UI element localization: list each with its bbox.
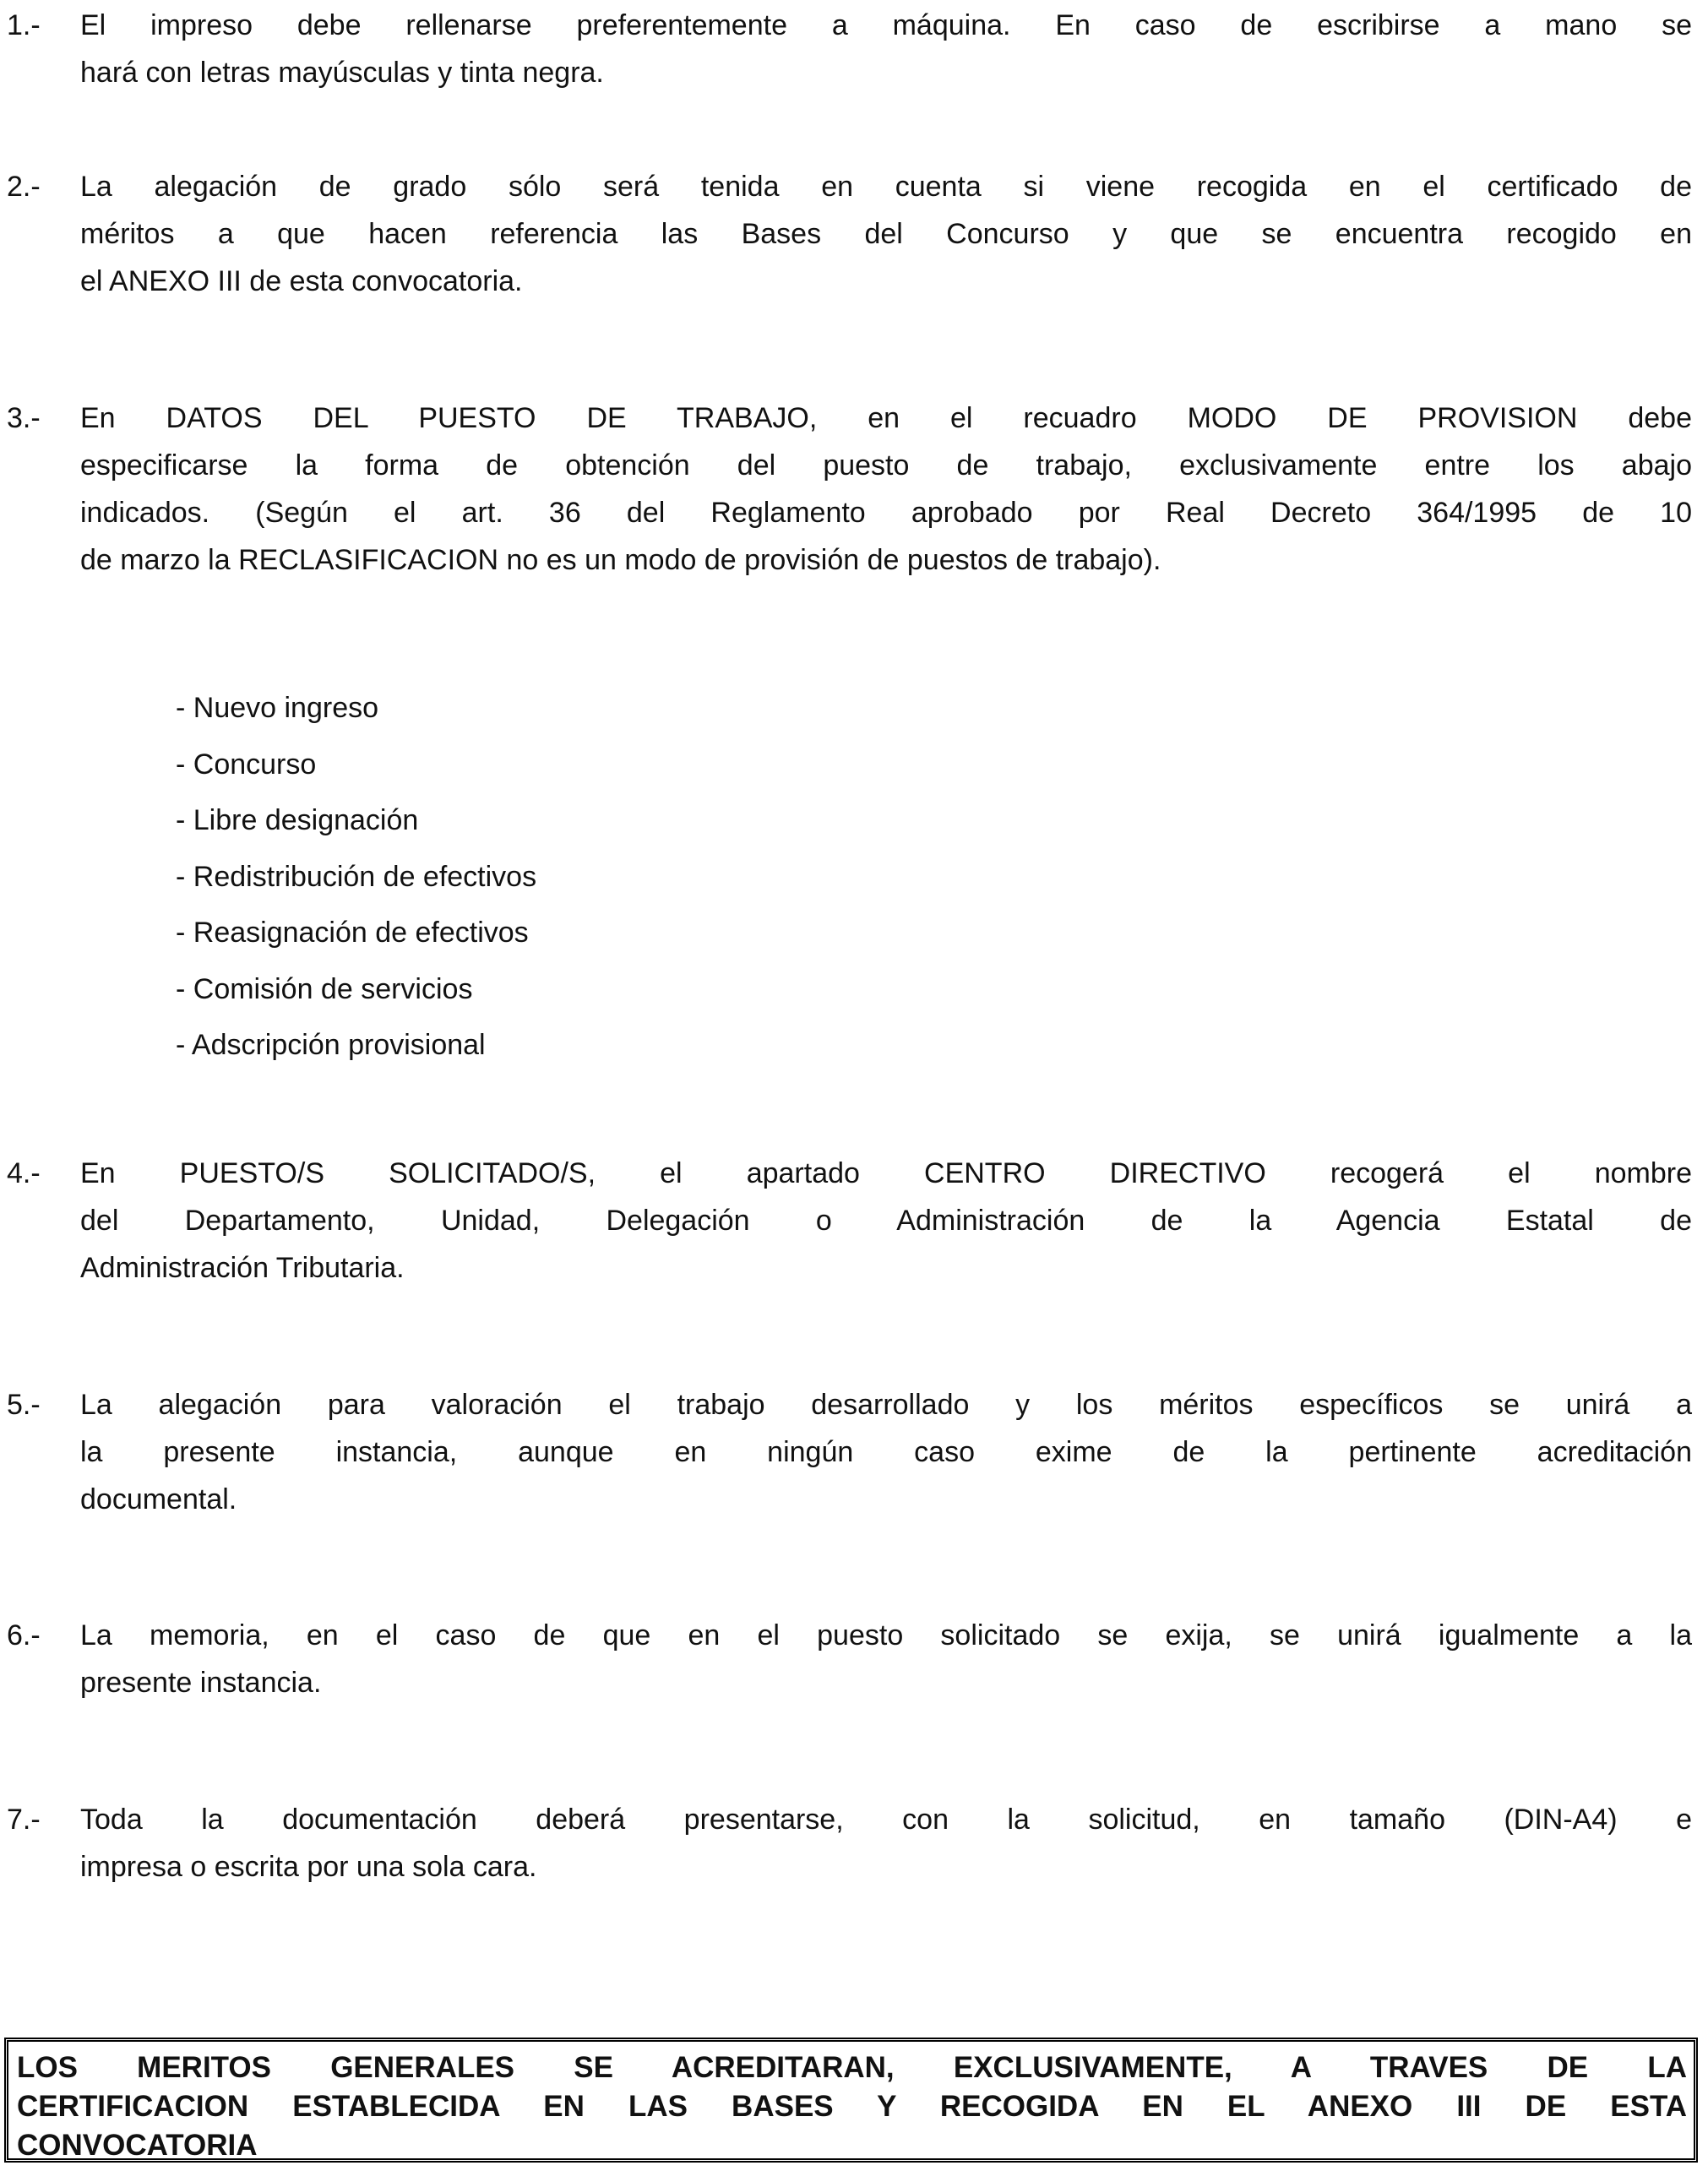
item-number: 7.- — [7, 1804, 41, 1836]
item-text — [80, 394, 1692, 584]
item-number: 4.- — [7, 1157, 41, 1189]
item-text — [80, 1796, 1692, 1891]
item-text — [80, 2, 1692, 96]
item-number: 1.- — [7, 9, 41, 41]
instruction-item — [7, 2, 1692, 96]
provision-mode-item: - Libre designación — [176, 804, 419, 836]
instruction-item — [7, 394, 1692, 584]
provision-mode-item: - Redistribución de efectivos — [176, 860, 537, 893]
item-number: 2.- — [7, 171, 41, 203]
item-number: 6.- — [7, 1619, 41, 1651]
item-text — [80, 1150, 1692, 1292]
item-number: 5.- — [7, 1389, 41, 1421]
notice-line: CERTIFICACION ESTABLECIDA EN LAS BASES Y RECOGIDA EN EL ANEXO III DE ESTA — [17, 2090, 1687, 2123]
item-text-line: La memoria, en el caso de que en el puesto solicitado se exija, se unirá igualmente a la — [80, 1619, 1692, 1651]
item-text-line: de marzo la RECLASIFICACION no es un modo de provisión de puestos de trabajo). — [80, 544, 1161, 576]
provision-mode-item: - Reasignación de efectivos — [176, 917, 529, 949]
notice-line: CONVOCATORIA — [17, 2129, 258, 2162]
item-text-line: del Departamento, Unidad, Delegación o Administración de la Agencia Estatal de — [80, 1205, 1692, 1237]
provision-mode-item: - Comisión de servicios — [176, 972, 473, 1005]
item-text-line: presente instancia. — [80, 1667, 322, 1699]
instruction-item — [7, 1381, 1692, 1523]
provision-mode-item: - Concurso — [176, 748, 317, 781]
item-text-line: hará con letras mayúsculas y tinta negra. — [80, 57, 604, 89]
instruction-item — [7, 1612, 1692, 1706]
notice-line: LOS MERITOS GENERALES SE ACREDITARAN, EXCLUSIVAMENTE, A TRAVES DE LA — [17, 2051, 1687, 2084]
instruction-item — [7, 1150, 1692, 1292]
notice-box — [4, 2038, 1698, 2163]
item-text — [80, 163, 1692, 305]
instruction-item — [7, 163, 1692, 305]
item-text-line: Toda la documentación deberá presentarse, con la solicitud, en tamaño (DIN-A4) e — [80, 1804, 1692, 1836]
provision-mode-item: - Adscripción provisional — [176, 1029, 486, 1061]
item-text-line: La alegación para valoración el trabajo desarrollado y los méritos específicos se unirá a — [80, 1389, 1692, 1421]
provision-mode-item: - Nuevo ingreso — [176, 692, 379, 724]
item-text-line: documental. — [80, 1483, 237, 1515]
item-text-line: especificarse la forma de obtención del puesto de trabajo, exclusivamente entre los abajo — [80, 449, 1692, 482]
item-text-line: indicados. (Según el art. 36 del Reglamento aprobado por Real Decreto 364/1995 de 10 — [80, 497, 1692, 529]
item-text-line: En PUESTO/S SOLICITADO/S, el apartado CENTRO DIRECTIVO recogerá el nombre — [80, 1157, 1692, 1189]
item-text — [80, 1381, 1692, 1523]
item-text-line: impresa o escrita por una sola cara. — [80, 1851, 537, 1883]
item-text-line: Administración Tributaria. — [80, 1252, 405, 1284]
item-text — [80, 1612, 1692, 1706]
item-text-line: El impreso debe rellenarse preferentemente a máquina. En caso de escribirse a mano se — [80, 9, 1692, 41]
item-text-line: méritos a que hacen referencia las Bases del Concurso y que se encuentra recogido en — [80, 218, 1692, 250]
item-text-line: En DATOS DEL PUESTO DE TRABAJO, en el recuadro MODO DE PROVISION debe — [80, 402, 1692, 434]
item-number: 3.- — [7, 402, 41, 434]
item-text-line: La alegación de grado sólo será tenida en cuenta si viene recogida en el certificado de — [80, 171, 1692, 203]
item-text-line: el ANEXO III de esta convocatoria. — [80, 265, 523, 297]
instruction-item — [7, 1796, 1692, 1891]
item-text-line: la presente instancia, aunque en ningún caso exime de la pertinente acreditación — [80, 1436, 1692, 1468]
provision-modes-list — [176, 680, 536, 1074]
